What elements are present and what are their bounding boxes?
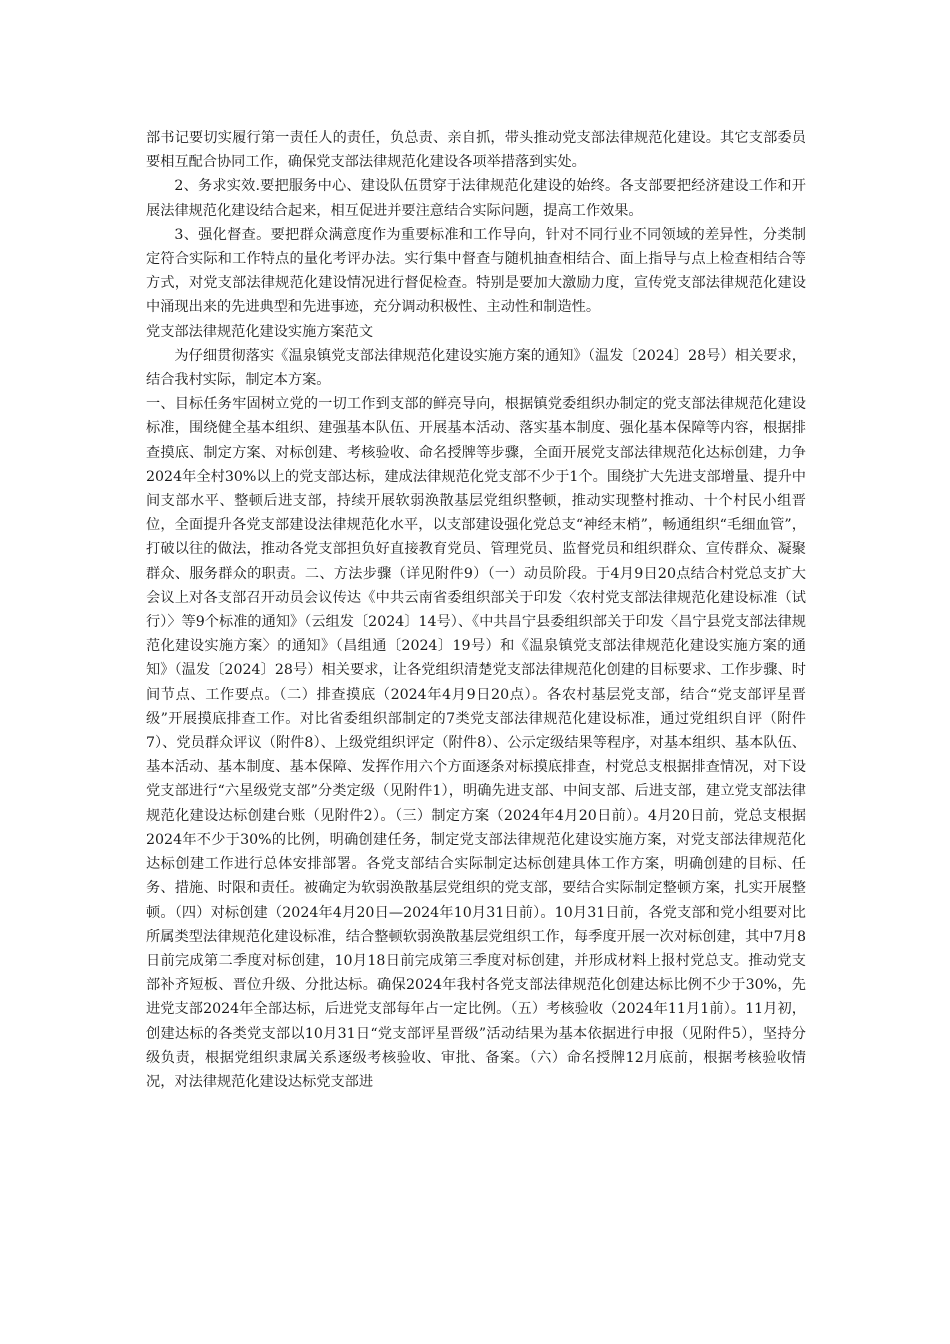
paragraph-item-2: 2、务求实效.要把服务中心、建设队伍贯穿于法律规范化建设的始终。各支部要把经济建设工作和开展法律规范化建设结合起来，相互促进并要注意结合实际问题，提高工作效果。 — [146, 178, 806, 219]
section-title: 党支部法律规范化建设实施方案范文 — [146, 323, 374, 340]
document-body — [146, 126, 806, 1094]
paragraph-body: 一、目标任务牢固树立党的一切工作到支部的鲜亮导向，根据镇党委组织办制定的党支部法律规范化建设标准，围绕健全基本组织、建强基本队伍、开展基本活动、落实基本制度、强化基本保障等内容，根据排查摸底、制定方案、对标创建、考核验收、命名授牌等步骤，全面开展党支部法律规范化达标创建，力争2024年全村30%以上的党支部达标，建成法律规范化党支部不少于1个。围绕扩大先进支部增量、提升中间支部水平、整顿后进支部，持续开展软弱涣散基层党组织整顿，推动实现整村推动、十个村民小组晋位，全面提升各党支部建设法律规范化水平，以支部建设强化党总支“神经末梢”，畅通组织“毛细血管”，打破以往的做法，推动各党支部担负好直接教育党员、管理党员、监督党员和组织群众、宣传群众、凝聚群众、服务群众的职责。二、方法步骤（详见附件9）（一）动员阶段。于4月9日20点结合村党总支扩大会议上对各支部召开动员会议传达《中共云南省委组织部关于印发〈农村党支部法律规范化建设标准（试行）〉等9个标准的通知》（云组发〔2024〕14号）、《中共昌宁县委组织部关于印发〈昌宁县党支部法律规范化建设实施方案〉的通知》（昌组通〔2024〕19号）和《温泉镇党支部法律规范化建设实施方案的通知》（温发〔2024〕28号）相关要求，让各党组织清楚党支部法律规范化创建的目标要求、工作步骤、时间节点、工作要点。（二）排查摸底（2024年4月9日20点）。各农村基层党支部，结合“党支部评星晋级”开展摸底排查工作。对比省委组织部制定的7类党支部法律规范化建设标准，通过党组织自评（附件7）、党员群众评议（附件8）、上级党组织评定（附件8）、公示定级结果等程序，对基本组织、基本队伍、基本活动、基本制度、基本保障、发挥作用六个方面逐条对标摸底排查，村党总支根据排查情况，对下设党支部进行“六星级党支部”分类定级（见附件1），明确先进支部、中间支部、后进支部，建立党支部法律规范化建设达标创建台账（见附件2）。（三）制定方案（2024年4月20日前）。4月20日前，党总支根据2024年不少于30%的比例，明确创建任务，制定党支部法律规范化建设实施方案，对党支部法律规范化达标创建工作进行总体安排部署。各党支部结合实际制定达标创建具体工作方案，明确创建的目标、任务、措施、时限和责任。被确定为软弱涣散基层党组织的党支部，要结合实际制定整顿方案，扎实开展整顿。（四）对标创建（2024年4月20日—2024年10月31日前）。10月31日前，各党支部和党小组要对比所属类型法律规范化建设标准，结合整顿软弱涣散基层党组织工作，每季度开展一次对标创建，其中7月8日前完成第二季度对标创建，10月18日前完成第三季度对标创建，并形成材料上报村党总支。推动党支部补齐短板、晋位升级、分批达标。确保2024年我村各党支部法律规范化创建达标比例不少于30%，先进党支部2024年全部达标，后进党支部每年占一定比例。（五）考核验收（2024年11月1前）。11月初，创建达标的各类党支部以10月31日“党支部评星晋级”活动结果为基本依据进行申报（见附件5），坚持分级负责，根据党组织隶属关系逐级考核验收、审批、备案。（六）命名授牌12月底前，根据考核验收情况，对法律规范化建设达标党支部进 — [146, 396, 806, 1090]
paragraph-continuation: 部书记要切实履行第一责任人的责任，负总责、亲自抓，带头推动党支部法律规范化建设。其它支部委员要相互配合协同工作，确保党支部法律规范化建设各项举措落到实处。 — [146, 130, 806, 171]
paragraph-intro: 为仔细贯彻落实《温泉镇党支部法律规范化建设实施方案的通知》（温发〔2024〕28号）相关要求，结合我村实际，制定本方案。 — [146, 347, 806, 389]
paragraph-item-3: 3、强化督查。要把群众满意度作为重要标准和工作导向，针对不同行业不同领域的差异性，分类制定符合实际和工作特点的量化考评办法。实行集中督查与随机抽查相结合、面上指导与点上检查相结合等方式，对党支部法律规范化建设情况进行督促检查。特别是要加大激励力度，宣传党支部法律规范化建设中涌现出来的先进典型和先进事迹，充分调动积极性、主动性和制造性。 — [146, 226, 806, 316]
